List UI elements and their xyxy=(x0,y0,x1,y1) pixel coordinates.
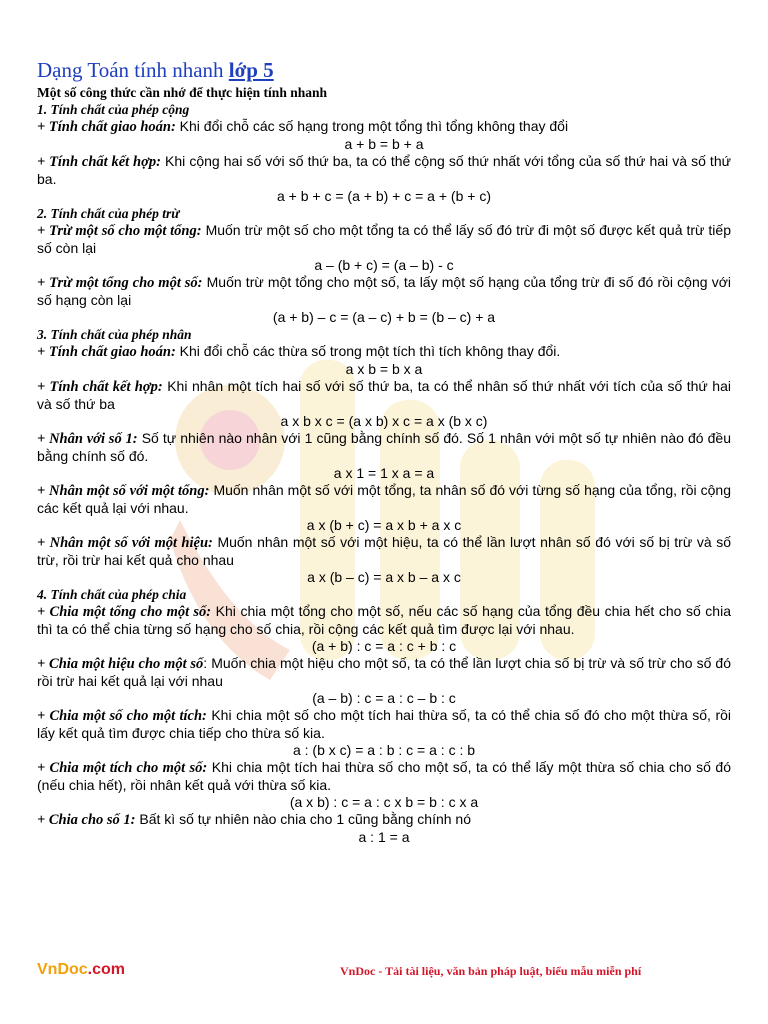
rule-paragraph: + Chia một tổng cho một số: Khi chia một tổng cho một số, nếu các số hạng của tổng đều chia hết cho số chia thì ta có thể chia từng số hạng cho số chia, rồi cộng các kết quả tìm được lại với nhau. xyxy=(37,603,731,637)
section-heading: 1. Tính chất của phép cộng xyxy=(37,102,190,117)
formula: a : 1 = a xyxy=(358,829,410,845)
formula: a + b + c = (a + b) + c = a + (b + c) xyxy=(276,188,491,204)
rule-paragraph: + Nhân một số với một hiệu: Muốn nhân một số với một hiệu, ta có thể lần lượt nhân số đó với số bị trừ và số trừ, rồi trừ hai kết quả cho nhau xyxy=(37,534,731,568)
rule-paragraph: + Chia một hiệu cho một số: Muốn chia một hiệu cho một số, ta có thể lần lượt chia số bị trừ và số trừ cho số đó rồi trừ hai kết quả lại với nhau xyxy=(37,655,731,689)
section-heading: 2. Tính chất của phép trừ xyxy=(37,206,180,221)
rule-paragraph: + Tính chất kết hợp: Khi nhân một tích hai số với số thứ ba, ta có thể nhân số thứ nhất với tích của số thứ hai và số thứ ba xyxy=(37,378,731,412)
formula: a – (b + c) = (a – b) - c xyxy=(314,257,454,273)
formula: a x (b – c) = a x b – a x c xyxy=(307,569,461,585)
subtitle: Một số công thức cần nhớ để thực hiện tính nhanh xyxy=(37,85,327,100)
rule-paragraph: + Chia một số cho một tích: Khi chia một số cho một tích hai thừa số, ta có thể chia số đó cho một thừa số, rồi lấy kết quả tìm được chia tiếp cho thừa số kia. xyxy=(37,707,731,741)
section-heading: 4. Tính chất của phép chia xyxy=(37,587,187,602)
rule-paragraph: + Trừ một tổng cho một số: Muốn trừ một tổng cho một số, ta lấy một số hạng của tổng trừ đi số đó rồi cộng với số hạng còn lại xyxy=(37,274,731,308)
formula: a x b x c = (a x b) x c = a x (b x c) xyxy=(280,413,488,429)
formula: (a + b) – c = (a – c) + b = (b – c) + a xyxy=(272,309,496,325)
document-body xyxy=(37,58,731,846)
rule-paragraph: + Chia một tích cho một số: Khi chia một tích hai thừa số cho một số, ta có thể lấy một thừa số chia cho số đó (nếu chia hết), rồi nhân kết quả với thừa số kia. xyxy=(37,759,731,793)
rule-paragraph: + Nhân một số với một tổng: Muốn nhân một số với một tổng, ta nhân số đó với từng số hạng của tổng, rồi cộng các kết quả lại với nhau. xyxy=(37,482,731,516)
section-heading: 3. Tính chất của phép nhân xyxy=(37,327,192,342)
rule-paragraph: + Tính chất giao hoán: Khi đổi chỗ các thừa số trong một tích thì tích không thay đổi. xyxy=(37,343,561,360)
formula: a : (b x c) = a : b : c = a : c : b xyxy=(292,742,476,758)
vndoc-logo[interactable]: VnDoc.com xyxy=(37,961,126,978)
formula: a x 1 = 1 x a = a xyxy=(333,465,435,481)
rule-paragraph: + Chia cho số 1: Bất kì số tự nhiên nào chia cho 1 cũng bằng chính nó xyxy=(37,811,471,828)
rule-paragraph: + Nhân với số 1: Số tự nhiên nào nhân với 1 cũng bằng chính số đó. Số 1 nhân với một số tự nhiên nào đó đều bằng chính số đó. xyxy=(37,430,731,464)
formula: (a x b) : c = a : c x b = b : c x a xyxy=(289,794,479,810)
rule-paragraph: + Tính chất giao hoán: Khi đổi chỗ các số hạng trong một tổng thì tổng không thay đổi xyxy=(37,118,569,135)
formula: (a – b) : c = a : c – b : c xyxy=(312,690,456,706)
rule-paragraph: + Trừ một số cho một tổng: Muốn trừ một số cho một tổng ta có thể lấy số đó trừ đi một số được kết quả trừ tiếp số còn lại xyxy=(37,222,731,256)
formula: (a + b) : c = a : c + b : c xyxy=(311,638,457,654)
formula: a x (b + c) = a x b + a x c xyxy=(306,517,462,533)
formula: a x b = b x a xyxy=(345,361,423,377)
page-title: Dạng Toán tính nhanh lớp 5 xyxy=(37,58,274,82)
formula: a + b = b + a xyxy=(344,136,424,152)
rule-paragraph: + Tính chất kết hợp: Khi cộng hai số với số thứ ba, ta có thể cộng số thứ nhất với tổng của số thứ hai và số thứ ba. xyxy=(37,153,731,187)
footer-tagline: VnDoc - Tải tài liệu, văn bản pháp luật, biểu mẫu miễn phí xyxy=(340,964,642,978)
